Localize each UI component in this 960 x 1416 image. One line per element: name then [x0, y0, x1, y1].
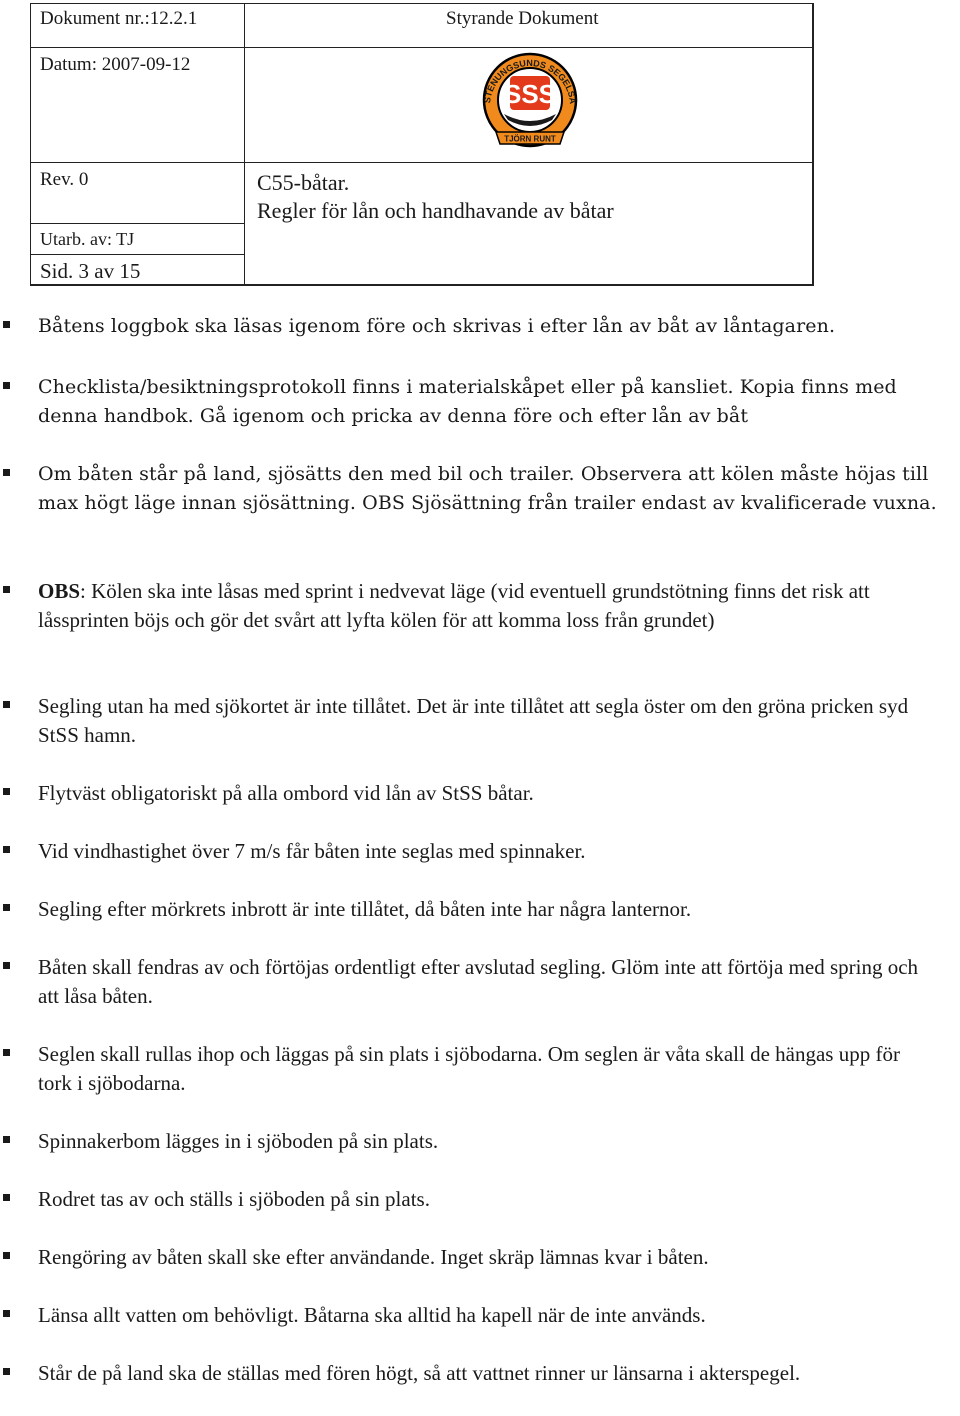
bullet-square-icon — [3, 1310, 10, 1317]
list-item-text: Vid vindhastighet över 7 m/s får båten inte seglas med spinnaker. — [38, 839, 586, 863]
bullet-square-icon — [3, 904, 10, 911]
bullet-square-icon — [3, 382, 10, 389]
list-item-text: Segling utan ha med sjökortet är inte tillåtet. Det är inte tillåtet att segla öster om den gröna pricken syd StSS hamn. — [38, 694, 909, 747]
table-row-divider — [30, 162, 244, 163]
list-item-text: Rengöring av båten skall ske efter användande. Inget skräp lämnas kvar i båten. — [38, 1245, 709, 1269]
document-title-line1: C55-båtar. — [257, 170, 350, 195]
document-date: Datum: 2007-09-12 — [40, 54, 191, 75]
bullet-square-icon — [3, 469, 10, 476]
table-border-bottom — [30, 284, 814, 286]
bullet-square-icon — [3, 1136, 10, 1143]
list-item-text: Om båten står på land, sjösätts den med bil och trailer. Observera att kölen måste höjas till max högt läge innan sjösättning. OBS Sjösättning från trailer endast av kvalificerade vuxna. — [38, 463, 937, 514]
logo-banner-text: TJÖRN RUNT — [504, 134, 556, 144]
list-item-text: Flytväst obligatoriskt på alla ombord vid lån av StSS båtar. — [38, 781, 534, 805]
list-item-text: Länsa allt vatten om behövligt. Båtarna ska alltid ha kapell när de inte används. — [38, 1303, 706, 1327]
document-type: Styrande Dokument — [446, 8, 599, 29]
bullet-square-icon — [3, 701, 10, 708]
bullet-square-icon — [3, 586, 10, 593]
list-item-text-body: : Kölen ska inte låsas med sprint i nedvevat läge (vid eventuell grundstötning finns det risk att låssprinten böjs och gör det svårt att lyfta kölen för att komma loss från grundet) — [38, 579, 870, 632]
bullet-square-icon — [3, 1049, 10, 1056]
author: Utarb. av: TJ — [40, 229, 135, 249]
table-column-divider — [244, 3, 245, 285]
table-border-left — [30, 3, 31, 285]
list-item-text: Segling efter mörkrets inbrott är inte tillåtet, då båten inte har några lanternor. — [38, 897, 692, 921]
logo-sss-glyph: SSS — [503, 79, 557, 109]
club-logo — [474, 48, 586, 158]
table-row-divider — [244, 162, 814, 163]
list-item-text: Spinnakerbom lägges in i sjöboden på sin plats. — [38, 1129, 439, 1153]
table-border-top — [30, 3, 814, 4]
list-item-text: Checklista/besiktningsprotokoll finns i materialskåpet eller på kansliet. Kopia finns med denna handbok. Gå igenom och pricka av denna före och efter lån av båt — [38, 376, 897, 427]
document-header-table — [30, 3, 814, 285]
bullet-square-icon — [3, 1252, 10, 1259]
list-item-text: Båtens loggbok ska läsas igenom före och skrivas i efter lån av båt av låntagaren. — [38, 315, 836, 337]
table-row-divider — [30, 254, 244, 255]
bullet-square-icon — [3, 1194, 10, 1201]
list-item-text: Båten skall fendras av och förtöjas ordentligt efter avslutad segling. Glöm inte att förtöja med spring och att låsa båten. — [38, 955, 919, 1008]
obs-prefix: OBS — [38, 579, 81, 603]
list-item-text: Rodret tas av och ställs i sjöboden på sin plats. — [38, 1187, 430, 1211]
revision: Rev. 0 — [40, 169, 89, 190]
bullet-square-icon — [3, 1368, 10, 1375]
logo-ring-text: STENUNGSUNDS SEGELSÄ — [482, 57, 579, 105]
bullet-square-icon — [3, 846, 10, 853]
table-row-divider — [30, 47, 244, 48]
bullet-square-icon — [3, 788, 10, 795]
table-border-right — [812, 3, 814, 285]
list-item-text — [38, 577, 938, 635]
document-title-line2: Regler för lån och handhavande av båtar — [257, 198, 614, 223]
page-number: Sid. 3 av 15 — [40, 259, 141, 283]
document-number: Dokument nr.:12.2.1 — [40, 8, 198, 29]
list-item-text: Står de på land ska de ställas med fören högt, så att vattnet rinner ur länsarna i akterspegel. — [38, 1361, 801, 1385]
bullet-square-icon — [3, 962, 10, 969]
bullet-square-icon — [3, 321, 10, 328]
list-item-text: Seglen skall rullas ihop och läggas på sin plats i sjöbodarna. Om seglen är våta skall de hängas upp för tork i sjöbodarna. — [38, 1042, 900, 1095]
table-row-divider — [30, 223, 244, 224]
club-logo-svg — [474, 48, 586, 158]
